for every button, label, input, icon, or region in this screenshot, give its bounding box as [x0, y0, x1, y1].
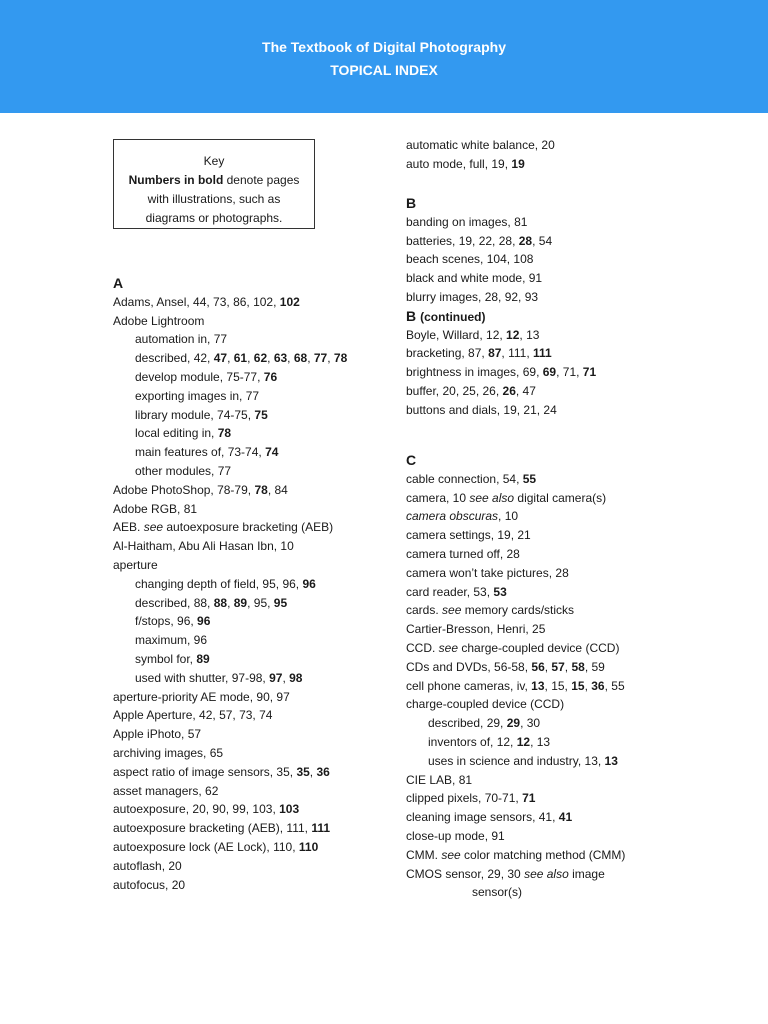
index-entry: [406, 326, 596, 345]
section-continued-label: (continued): [420, 309, 486, 324]
index-entry: [406, 136, 555, 155]
entry-text: develop module, 75-77,: [135, 369, 264, 384]
key-line-1: [114, 171, 314, 190]
entry-text: ,: [307, 351, 314, 366]
index-entry: [113, 763, 347, 782]
bold-page-ref: 35: [296, 764, 310, 779]
index-entry: [406, 507, 625, 526]
entry-text: buttons and dials, 19, 21, 24: [406, 402, 557, 417]
index-entry: [113, 744, 347, 763]
entry-text: , 95,: [247, 595, 274, 610]
bold-page-ref: 29: [506, 716, 521, 731]
entry-text: beach scenes, 104, 108: [406, 252, 534, 267]
entry-text: camera turned off, 28: [406, 546, 520, 561]
entry-text: aperture-priority AE mode, 90, 97: [113, 689, 290, 704]
cross-reference: see: [441, 847, 461, 862]
index-entry: [113, 349, 347, 368]
key-line-1-rest: denote pages: [223, 173, 300, 187]
bold-page-ref: 68: [293, 351, 308, 366]
bold-page-ref: 98: [289, 670, 303, 685]
entry-text: ,: [309, 764, 317, 779]
bold-page-ref: 13: [531, 678, 545, 693]
bold-page-ref: 61: [233, 351, 248, 366]
entry-text: cleaning image sensors, 41,: [406, 810, 559, 825]
index-entry: [113, 669, 347, 688]
index-entry: [406, 344, 596, 363]
index-entry: [406, 865, 625, 884]
key-title: Key: [203, 154, 225, 168]
bold-page-ref: 36: [316, 764, 330, 779]
entry-text: cell phone cameras, iv,: [406, 678, 532, 693]
index-entry: [113, 612, 347, 631]
entry-text: color matching method (CMM): [460, 847, 626, 862]
entry-text: CCD.: [406, 640, 439, 655]
entry-text: autoexposure lock (AE Lock), 110,: [113, 839, 299, 854]
bold-page-ref: 15: [571, 678, 585, 693]
bold-page-ref: 96: [302, 576, 316, 591]
index-entry: [113, 368, 347, 387]
index-entry: [113, 631, 347, 650]
bold-page-ref: 36: [591, 678, 605, 693]
index-entry: [113, 594, 347, 613]
index-entry: [113, 443, 347, 462]
entry-text: asset managers, 62: [113, 783, 219, 798]
bold-page-ref: 13: [604, 753, 618, 768]
entry-text: ,: [247, 351, 254, 366]
entry-text: , 54: [532, 233, 553, 248]
index-entry: [406, 363, 596, 382]
entry-text: banding on images, 81: [406, 214, 528, 229]
key-box: [113, 139, 315, 229]
entry-text: ,: [584, 678, 592, 693]
bold-page-ref: 69: [542, 365, 557, 380]
entry-text: ,: [267, 351, 274, 366]
entry-text: , 71,: [556, 365, 583, 380]
entry-text: described, 88,: [135, 595, 214, 610]
index-entry: [406, 526, 625, 545]
bold-page-ref: 28: [518, 233, 533, 248]
entry-text: Apple Aperture, 42, 57, 73, 74: [113, 708, 273, 723]
bold-page-ref: 97: [269, 670, 283, 685]
bold-page-ref: 95: [273, 595, 288, 610]
index-entry: [113, 782, 347, 801]
bold-page-ref: 78: [254, 482, 268, 497]
index-entry: [406, 232, 596, 251]
index-entry: [406, 883, 625, 902]
entry-text: auto mode, full, 19,: [406, 156, 512, 171]
entry-text: CIE LAB, 81: [406, 772, 473, 787]
index-entry: [113, 725, 347, 744]
entry-text: , 55: [604, 678, 625, 693]
bold-page-ref: 102: [279, 294, 300, 309]
bold-page-ref: 74: [265, 445, 279, 460]
index-entry: [406, 250, 596, 269]
entry-text: , 30: [520, 716, 541, 731]
entry-text: uses in science and industry, 13,: [428, 753, 605, 768]
index-entry: [113, 293, 347, 312]
index-entry: [406, 213, 596, 232]
entry-text: autofocus, 20: [113, 877, 186, 892]
page-header: [0, 0, 768, 113]
entry-text: , 10: [498, 509, 519, 524]
bold-page-ref: 53: [493, 584, 507, 599]
index-entry: [406, 827, 625, 846]
bold-page-ref: 110: [298, 839, 319, 854]
entry-text: automation in, 77: [135, 332, 228, 347]
section-letter: C: [406, 452, 417, 468]
entry-text: charge-coupled device (CCD): [458, 640, 620, 655]
entry-text: , 13: [530, 734, 551, 749]
index-section-b: [406, 194, 596, 420]
entry-text: cards.: [406, 603, 443, 618]
entry-text: changing depth of field, 95, 96,: [135, 576, 303, 591]
key-line-3: diagrams or photographs.: [145, 211, 283, 225]
index-entry: [406, 714, 625, 733]
entry-text: maximum, 96: [135, 633, 208, 648]
section-letter: B: [406, 307, 417, 324]
index-entry: [113, 330, 347, 349]
bold-page-ref: 89: [196, 651, 210, 666]
bold-page-ref: 87: [488, 346, 502, 361]
entry-text: used with shutter, 97-98,: [135, 670, 270, 685]
entry-text: autoexposure, 20, 90, 99, 103,: [113, 802, 280, 817]
index-entry: [406, 401, 596, 420]
entry-text: main features of, 73-74,: [135, 445, 266, 460]
index-entry: [406, 752, 625, 771]
index-entry: [406, 583, 625, 602]
index-entry: [406, 695, 625, 714]
entry-text: Adobe PhotoShop, 78-79,: [113, 482, 255, 497]
index-entry: [113, 406, 347, 425]
section-heading: [406, 307, 596, 326]
entry-text: , 13: [519, 327, 540, 342]
entry-text: blurry images, 28, 92, 93: [406, 289, 539, 304]
bold-page-ref: 47: [213, 351, 228, 366]
entry-text: f/stops, 96,: [135, 614, 198, 629]
entry-text: batteries, 19, 22, 28,: [406, 233, 519, 248]
index-entry: [113, 518, 347, 537]
index-entry: [113, 556, 347, 575]
index-title: TOPICAL INDEX: [330, 62, 438, 78]
bold-page-ref: 111: [311, 821, 331, 836]
entry-text: , 84: [267, 482, 288, 497]
entry-text: autoexposure bracketing (AEB): [163, 520, 334, 535]
entry-text: library module, 74-75,: [135, 407, 255, 422]
entry-text: camera won’t take pictures, 28: [406, 565, 569, 580]
entry-text: exporting images in, 77: [135, 388, 260, 403]
index-column-left: [113, 274, 347, 894]
bold-page-ref: 111: [533, 346, 552, 361]
bold-page-ref: 56: [531, 659, 545, 674]
bold-page-ref: 78: [333, 351, 348, 366]
entry-text: ,: [227, 351, 234, 366]
entry-text: CMOS sensor, 29, 30: [406, 866, 525, 881]
bold-page-ref: 12: [516, 734, 531, 749]
cross-reference: see also: [469, 490, 515, 505]
entry-text: charge-coupled device (CCD): [406, 697, 565, 712]
index-entry: [406, 489, 625, 508]
bold-page-ref: 57: [551, 659, 565, 674]
index-entry: [113, 876, 347, 895]
index-entry: [113, 688, 347, 707]
index-entry: [113, 462, 347, 481]
entry-text: CMM.: [406, 847, 442, 862]
index-entry: [113, 481, 347, 500]
key-line-2: with illustrations, such as: [147, 192, 281, 206]
entry-text: sensor(s): [472, 885, 523, 900]
index-entry: [113, 650, 347, 669]
index-entry: [406, 658, 625, 677]
entry-text: , 15,: [544, 678, 572, 693]
entry-text: Apple iPhoto, 57: [113, 727, 202, 742]
cross-reference: see also: [524, 866, 569, 881]
entry-text: Adams, Ansel, 44, 73, 86, 102,: [113, 294, 280, 309]
entry-text: Cartier-Bresson, Henri, 25: [406, 622, 546, 637]
bold-page-ref: 55: [522, 471, 537, 486]
entry-text: symbol for,: [135, 651, 197, 666]
index-entry: [406, 155, 555, 174]
index-entry: [113, 575, 347, 594]
entry-text: brightness in images, 69,: [406, 365, 543, 380]
bold-page-ref: 71: [522, 791, 536, 806]
bold-page-ref: 78: [217, 426, 232, 441]
entry-text: AEB.: [113, 520, 144, 535]
entry-text: ,: [287, 351, 294, 366]
section-heading: [406, 451, 625, 470]
entry-text: digital camera(s): [514, 490, 607, 505]
section-letter: A: [113, 275, 124, 291]
index-entry: [406, 771, 625, 790]
bold-page-ref: 63: [273, 351, 288, 366]
cross-reference: see: [143, 520, 164, 535]
entry-text: Adobe Lightroom: [113, 313, 205, 328]
index-entry: [113, 838, 347, 857]
bold-page-ref: 12: [506, 327, 520, 342]
index-entry: [113, 312, 347, 331]
entry-text: autoflash, 20: [113, 858, 182, 873]
entry-text: CDs and DVDs, 56-58,: [406, 659, 532, 674]
index-entry: [406, 545, 625, 564]
bold-page-ref: 77: [313, 351, 328, 366]
entry-text: ,: [327, 351, 334, 366]
entry-text: archiving images, 65: [113, 745, 224, 760]
cross-reference: camera obscuras: [406, 509, 499, 524]
entry-text: ,: [282, 670, 290, 685]
entry-text: described, 42,: [135, 351, 214, 366]
bold-page-ref: 89: [233, 595, 248, 610]
index-entry: [406, 808, 625, 827]
cross-reference: see: [442, 603, 462, 618]
index-entry: [113, 537, 347, 556]
entry-text: , 47: [515, 383, 536, 398]
index-entry: [406, 382, 596, 401]
bold-page-ref: 75: [254, 407, 268, 422]
entry-text: other modules, 77: [135, 463, 232, 478]
entry-text: ,: [544, 659, 552, 674]
bold-page-ref: 96: [197, 614, 211, 629]
entry-text: camera settings, 19, 21: [406, 528, 531, 543]
entry-text: , 111,: [501, 346, 533, 361]
entry-text: Boyle, Willard, 12,: [406, 327, 507, 342]
index-entry: [406, 601, 625, 620]
index-entry: [406, 620, 625, 639]
section-heading: [406, 194, 596, 213]
bold-page-ref: 76: [263, 369, 278, 384]
index-column-right-top: [406, 136, 555, 174]
entry-text: ,: [227, 595, 234, 610]
entry-text: automatic white balance, 20: [406, 138, 555, 152]
entry-text: inventors of, 12,: [428, 734, 517, 749]
index-entry: [406, 733, 625, 752]
entry-text: memory cards/sticks: [461, 603, 575, 618]
index-entry: [406, 564, 625, 583]
index-entry: [113, 387, 347, 406]
cross-reference: see: [438, 640, 459, 655]
entry-text: cable connection, 54,: [406, 471, 523, 486]
book-title: The Textbook of Digital Photography: [262, 39, 506, 55]
entry-text: ,: [564, 659, 572, 674]
entry-text: clipped pixels, 70-71,: [406, 791, 523, 806]
bold-page-ref: 26: [502, 383, 516, 398]
index-entry: [113, 800, 347, 819]
entry-text: buffer, 20, 25, 26,: [406, 383, 503, 398]
bold-page-ref: 88: [213, 595, 228, 610]
index-entry: [406, 639, 625, 658]
entry-text: aperture: [113, 557, 158, 572]
index-entry: [406, 470, 625, 489]
index-entry: [113, 819, 347, 838]
index-entry: [406, 846, 625, 865]
section-letter: B: [406, 195, 417, 211]
entry-text: Adobe RGB, 81: [113, 501, 198, 516]
entry-text: local editing in,: [135, 426, 218, 441]
entry-text: black and white mode, 91: [406, 271, 543, 286]
entry-text: image: [568, 866, 605, 881]
key-bold-phrase: Numbers in bold: [128, 173, 224, 187]
section-heading: [113, 274, 347, 293]
entry-text: Al-Haitham, Abu Ali Hasan Ibn, 10: [113, 539, 294, 554]
index-entry: [406, 288, 596, 307]
entry-text: aspect ratio of image sensors, 35,: [113, 764, 297, 779]
index-entry: [113, 706, 347, 725]
entry-text: , 59: [584, 659, 605, 674]
entry-text: described, 29,: [428, 716, 507, 731]
index-section-c: [406, 451, 625, 902]
bold-page-ref: 103: [279, 802, 300, 817]
bold-page-ref: 62: [253, 351, 268, 366]
index-entry: [406, 269, 596, 288]
index-entry: [113, 500, 347, 519]
bold-page-ref: 58: [571, 659, 585, 674]
bold-page-ref: 71: [582, 365, 597, 380]
index-entry: [113, 857, 347, 876]
index-entry: [113, 424, 347, 443]
entry-text: camera, 10: [406, 490, 470, 505]
bold-page-ref: 41: [558, 810, 573, 825]
entry-text: card reader, 53,: [406, 584, 494, 599]
entry-text: close-up mode, 91: [406, 828, 505, 843]
bold-page-ref: 19: [511, 156, 525, 171]
entry-text: bracketing, 87,: [406, 346, 489, 361]
index-entry: [406, 789, 625, 808]
index-entry: [406, 677, 625, 696]
entry-text: autoexposure bracketing (AEB), 111,: [113, 821, 312, 836]
